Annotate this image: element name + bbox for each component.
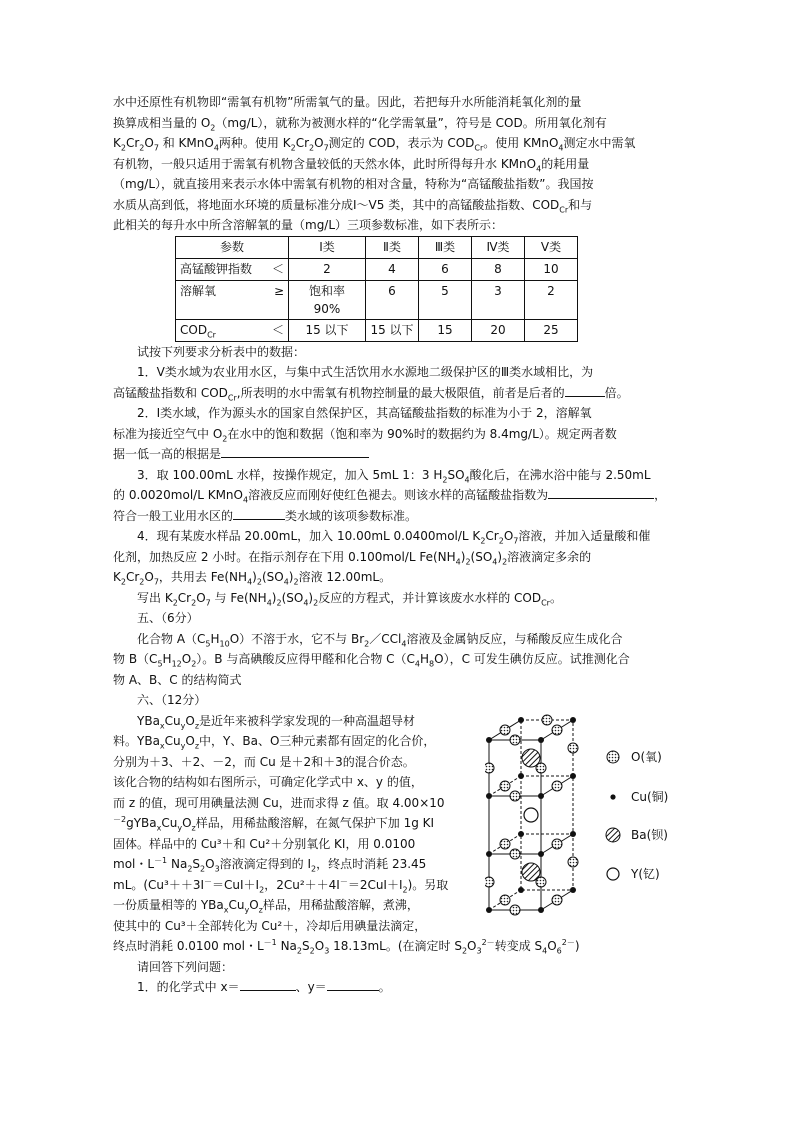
- q6-line-7: 固体。样品中的 Cu³＋和 Cu²＋分别氧化 KI，用 0.0100: [113, 836, 416, 851]
- table-header-cell: Ⅲ类: [419, 236, 472, 258]
- intro-line-7: 此相关的每升水中所含溶解氧的量（mg/L）三项参数标准，如下表所示：: [113, 218, 504, 232]
- answer-blank[interactable]: [548, 485, 654, 499]
- table-cell: 15 以下: [289, 319, 366, 341]
- q5-heading: 五、（6分）: [137, 611, 199, 625]
- q4-item-3: 3．取 100.00mL 水样，按操作规定，加入 5mL 1：3 $H_2SO_4$酸化后，在沸水浴中能与 2.50mL: [137, 467, 651, 484]
- q4-item-4-cont: 化剂，加热反应 2 小时。在指示剂存在下用 0.100mol/L $Fe(NH_4)_2(SO_4)_2$溶液滴定多余的: [113, 549, 592, 566]
- intro-line-2: 换算成相当量的 $O_2(mg/L)$，就称为被测水样的“化学需氧量”，符号是 COD。所用氧化剂有: [113, 115, 607, 132]
- q6-line-1: $YBa_xCu_yO_z$是近年来被科学家发现的一种高温超导材: [137, 713, 416, 730]
- q5-body-2: 物 $B(C_5H_{12}O_2)$。B 与高碘酸反应得甲醛和化合物 $C(C_4H_8O)$，C 可发生碘仿反应。试推测化合: [113, 652, 630, 669]
- table-cell: 2: [525, 280, 578, 319]
- table-cell: 6: [366, 280, 419, 319]
- table-header-cell: 参数: [176, 236, 289, 258]
- q6-line-5: 而 z 的值，现可用碘量法测 Cu，进而求得 z 值。取 4.00×10: [113, 795, 445, 810]
- q4-item-1: 1．Ⅴ类水域为农业用水区，与集中式生活饮用水水源地二级保护区的Ⅲ类水域相比，为: [137, 365, 594, 379]
- q6-line-12: 终点时消耗 0.0100 mol・$L^{-1}$ $Na_2S_2O_3$ 18.13mL。(在滴定时 $S_2O_3^{2-}$转变成 $S_4O_6^{2-}$): [113, 938, 580, 956]
- table-cell: 5: [419, 280, 472, 319]
- table-cell: 15 以下: [366, 319, 419, 341]
- q6-line-3: 分别为＋3、＋2、－2，而 Cu 是＋2和＋3的混合价态。: [113, 754, 415, 769]
- q4-item-2: 2．Ⅰ类水域，作为源头水的国家自然保护区，其高锰酸盐指数的标准为小于 2，溶解氧: [137, 406, 592, 420]
- answer-blank[interactable]: [221, 444, 369, 458]
- table-row: [176, 319, 578, 341]
- table-header-cell: Ⅰ类: [289, 236, 366, 258]
- table-cell: 15: [419, 319, 472, 341]
- answer-blank-y[interactable]: [327, 977, 379, 991]
- table-cell: 饱和率 90%: [289, 280, 366, 319]
- q6-line-8: mol・$L^{-1}$ $Na_2S_2O_3$溶液滴定得到的 $I_2$，终点时消耗 23.45: [113, 856, 427, 874]
- table-header-row: [176, 236, 578, 258]
- q6-line-11: 使其中的 Cu³＋全部转化为 Cu²＋，冷却后用碘量法滴定，: [113, 918, 427, 933]
- table-row: [176, 258, 578, 280]
- legend-oxygen: O(氧): [631, 750, 662, 764]
- intro-line-5: （mg/L），就直接用来表示水体中需氧有机物的相对含量，特称为“高锰酸盐指数”。我国按: [113, 177, 594, 191]
- answer-blank-x[interactable]: [240, 977, 296, 991]
- table-header-cell: Ⅴ类: [525, 236, 578, 258]
- q6-line-4: 该化合物的结构如右图所示，可确定化学式中 x、y 的值，: [113, 775, 423, 789]
- q6-line-2: 料。$YBa_xCu_yO_z$中，Y、Ba、O三种元素都有固定的化合价，: [113, 734, 436, 751]
- table-cell: 8: [472, 258, 525, 280]
- row-label: 高锰酸钾指数 ＜: [176, 258, 289, 280]
- table-cell: 10: [525, 258, 578, 280]
- answer-blank[interactable]: [565, 383, 605, 397]
- answer-blank[interactable]: [233, 506, 285, 520]
- q4-item-4-cont2: $K_2Cr_2O_7$，共用去 $Fe(NH_4)_2(SO_4)_2$溶液 12.00mL。: [113, 570, 392, 587]
- table-cell: 20: [472, 319, 525, 341]
- q4-item-1-cont: 高锰酸盐指数和 $COD_{Cr}$,所表明的水中需氧有机物控制量的最大极限值，前者是后者的 倍。: [113, 383, 713, 404]
- legend-yttrium: Y(钇): [631, 867, 660, 881]
- intro-line-6: 水质从高到低，将地面水环境的质量标准分成Ⅰ～Ⅴ5 类，其中的高锰酸盐指数、$COD_{Cr}$和与: [113, 197, 593, 214]
- table-cell: 25: [525, 319, 578, 341]
- q5-body-1: 化合物 $A(C_5H_{10}O)$不溶于水，它不与 $Br_2/CCl_4$溶液及金属钠反应，与稀酸反应生成化合: [137, 631, 623, 648]
- q6-heading: 六、（12分）: [137, 693, 207, 707]
- table-cell: 3: [472, 280, 525, 319]
- q4-item-5: 写出 $K_2Cr_2O_7$ 与 $Fe(NH_4)_2(SO_4)_2$反应的方程式，并计算该废水水样的 $COD_{Cr}$。: [137, 590, 562, 607]
- legend-barium: Ba(钡): [631, 828, 668, 842]
- row-label: 溶解氧 ≥: [176, 280, 289, 319]
- q5-body-3: 物 A、B、C 的结构简式: [113, 672, 242, 687]
- q6-line-14: 1．的化学式中 x＝ 、y＝ 。: [113, 977, 713, 998]
- q4-item-3-cont: 的 0.0020mol/L KMnO$_4$溶液反应而刚好使红色褪去。则该水样的高锰酸盐指数为 ，: [113, 485, 713, 506]
- q6-line-6: $^{-2}gYBa_xCu_yO_z$样品，用稀盐酸溶解，在氮气保护下加 1g KI: [113, 815, 435, 833]
- q6-line-9: mL。($Cu^3++3I^-=CuI+I_2$，$2Cu^2++4I^-=2CuI+I_2$)。另取: [113, 876, 449, 894]
- q6-line-10: 一份质量相等的 $YBa_xCu_yO_z$样品，用稀盐酸溶解，煮沸，: [113, 898, 419, 915]
- intro-line-3: $K_2Cr_2O_7$ 和 KMnO$_4$两种。使用 $K_2Cr_2O_7$测定的 COD，表示为 $COD_{Cr}$。使用 KMnO$_4$测定水中需氧: [113, 136, 636, 153]
- table-cell: 2: [289, 258, 366, 280]
- q4-item-3-cont2: 符合一般工业用水区的 类水域的该项参数标准。: [113, 506, 713, 527]
- legend: [606, 750, 668, 881]
- table-header-cell: Ⅳ类: [472, 236, 525, 258]
- intro-line-4: 有机物，一般只适用于需氧有机物含量较低的天然水体，此时所得每升水 KMnO$_4$的耗用量: [113, 156, 590, 173]
- table-cell: 4: [366, 258, 419, 280]
- table-header-cell: Ⅱ类: [366, 236, 419, 258]
- legend-copper: Cu(铜): [631, 790, 669, 804]
- standards-table: [175, 236, 578, 342]
- q4-item-4: 4．现有某废水样品 20.00mL，加入 10.00mL 0.0400mol/L $K_2Cr_2O_7$溶液，并加入适量酸和催: [137, 529, 651, 546]
- intro-line-1: 水中还原性有机物即“需氧有机物”所需氧气的量。因此，若把每升水所能消耗氧化剂的量: [113, 95, 582, 109]
- table-row: [176, 280, 578, 319]
- q4-item-2-cont: 标准为接近空气中 $O_2$在水中的饱和数据（饱和率为 90%时的数据约为 8.4mg/L）。规定两者数: [113, 426, 617, 443]
- q4-item-2-cont2: 据一低一高的根据是: [113, 444, 713, 465]
- q4-lead: 试按下列要求分析表中的数据：: [137, 344, 306, 359]
- q6-line-13: 请回答下列问题：: [137, 959, 234, 974]
- document-body: [113, 92, 713, 998]
- crystal-structure-figure: [485, 714, 713, 934]
- unit-cell-diagram: [485, 714, 713, 934]
- row-label: $COD_{Cr}$ ＜: [176, 319, 289, 341]
- table-cell: 6: [419, 258, 472, 280]
